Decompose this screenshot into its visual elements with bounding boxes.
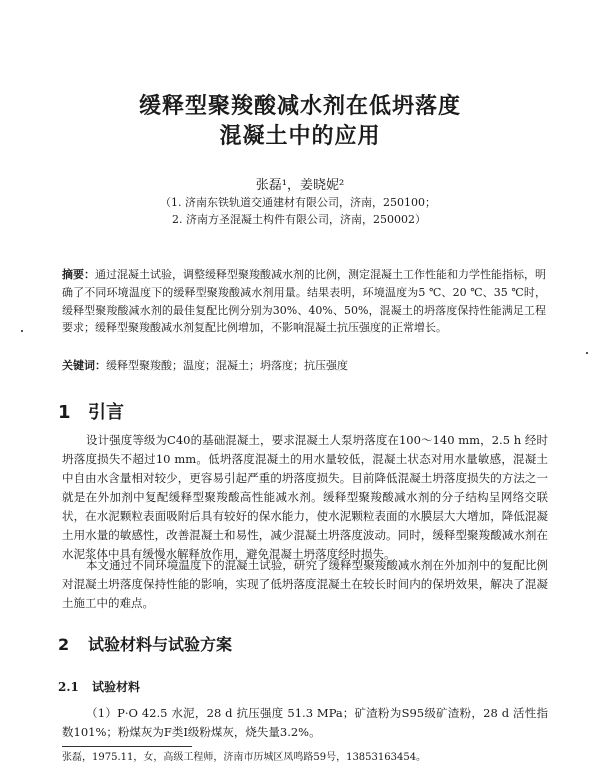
- section-1-paragraph-2: 本文通过不同环境温度下的混凝土试验，研究了缓释型聚羧酸减水剂在外加剂中的复配比例对混凝土坍落度保持性能的影响，实现了低坍落度混凝土在较长时间内的保坍效果，解决了混凝土施工中的难点。: [62, 558, 548, 610]
- section-2-paragraph-1: （1）P·O 42.5 水泥，28 d 抗压强度 51.3 MPa；矿渣粉为S95级矿渣粉，28 d 活性指数101%；粉煤灰为F类Ⅰ级粉煤灰，烧失量3.2%。: [62, 706, 548, 739]
- paper-title-line2: 混凝土中的应用: [219, 123, 381, 149]
- section-1-paragraph-1: 设计强度等级为C40的基础混凝土，要求混凝土人泵坍落度在100～140 mm，2.5 h 经时坍落度损失不超过10 mm。低坍落度混凝土的用水量较低，混凝土状态对用水量敏感，混凝土中自由水含量相对较少，更容易引起严重的坍落度损失。目前降低混凝土坍落度损失的方法之一就是在外加剂中复配缓释型聚羧酸高性能减水剂。缓释型聚羧酸减水剂的分子结构呈网络交联状，在水泥颗粒表面吸附后具有较好的保水能力，使水泥颗粒表面的水膜层大大增加，降低混凝土用水量的敏感性，改善混凝土和易性，减少混凝土坍落度波动。同时，缓释型聚羧酸减水剂在水泥浆体中具有缓慢水解释放作用，避免混凝土坍落度经时损失。: [62, 433, 548, 561]
- section-2-heading: [58, 632, 232, 655]
- scan-speck: [21, 330, 23, 332]
- footnote-divider: [62, 746, 192, 747]
- subsection-2-1-number: 2.1: [58, 680, 79, 694]
- section-2-number: 2: [58, 635, 70, 654]
- subsection-2-1-title: 试验材料: [92, 680, 141, 694]
- section-1-title: 引言: [88, 402, 124, 423]
- section-1-heading: [58, 398, 124, 424]
- author-list: 张磊¹，姜晓妮²: [255, 178, 345, 193]
- section-1-number: 1: [58, 402, 71, 423]
- scan-speck: [586, 352, 588, 354]
- affiliation-2: 2. 济南方圣混凝土构件有限公司，济南，250002）: [172, 213, 426, 226]
- abstract-label: 摘要：: [62, 268, 95, 281]
- keywords-label: 关键词：: [62, 359, 106, 372]
- paper-title-line1: 缓释型聚羧酸减水剂在低坍落度: [138, 93, 461, 119]
- author-footnote: 张磊，1975.11，女，高级工程师，济南市历城区凤鸣路59号，13853163454。: [62, 752, 427, 763]
- affiliation-1: （1. 济南东铁轨道交通建材有限公司，济南，250100；: [160, 196, 436, 209]
- subsection-2-1-heading: [58, 678, 140, 695]
- abstract: [62, 266, 546, 337]
- keywords: [62, 357, 546, 374]
- keywords-text: 缓释型聚羧酸；温度；混凝土；坍落度；抗压强度: [106, 359, 348, 372]
- section-2-title: 试验材料与试验方案: [88, 635, 233, 654]
- abstract-text: 通过混凝土试验，调整缓释型聚羧酸减水剂的比例，测定混凝土工作性能和力学性能指标，明确了不同环境温度下的缓释型聚羧酸减水剂用量。结果表明，环境温度为5 ℃、20 ℃、35 ℃时，缓释型聚羧酸减水剂的最佳复配比例分别为30%、40%、50%，混凝土的坍落度保持性能满足工程要求；缓释型聚羧酸减水剂复配比例增加，不影响混凝土抗压强度的正常增长。: [62, 268, 546, 335]
